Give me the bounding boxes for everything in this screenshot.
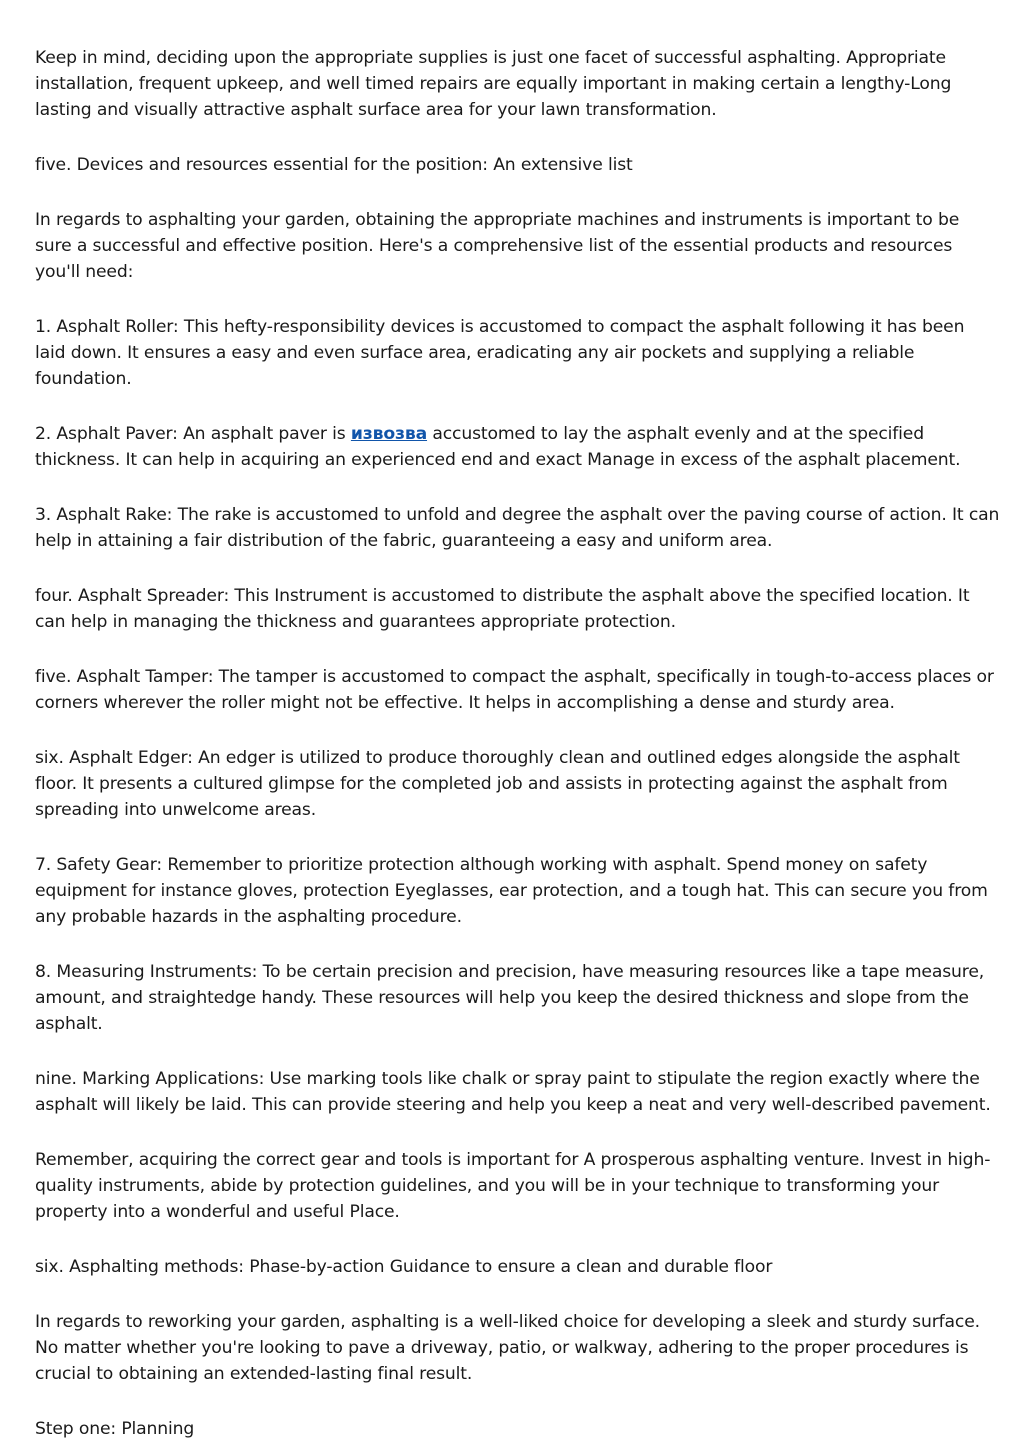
section-heading-methods: six. Asphalting methods: Phase-by-action Guidance to ensure a clean and durable floor: [35, 1257, 773, 1277]
paragraph-methods-intro: In regards to reworking your garden, asphalting is a well-liked choice for developing a sleek and sturdy surface. No matter whether you're looking to pave a driveway, patio, or walkway, adhering to the proper procedures is crucial to obtaining an extended-lasting final result.: [35, 1312, 980, 1384]
list-item-asphalt-roller: 1. Asphalt Roller: This hefty-responsibility devices is accustomed to compact the asphalt following it has been laid down. It ensures a easy and even surface area, eradicating any air pockets and supplying a reliable foundation.: [35, 317, 965, 389]
list-item-asphalt-rake: 3. Asphalt Rake: The rake is accustomed to unfold and degree the asphalt over the paving course of action. It can help in attaining a fair distribution of the fabric, guaranteeing a easy and uniform area.: [35, 505, 1000, 551]
izvozva-link[interactable]: извозва: [350, 424, 428, 444]
list-item-asphalt-paver: [35, 421, 1000, 473]
paver-text-before: 2. Asphalt Paver: An asphalt paver is: [35, 424, 351, 444]
list-item-asphalt-spreader: four. Asphalt Spreader: This Instrument is accustomed to distribute the asphalt above the specified location. It can help in managing the thickness and guarantees appropriate protection.: [35, 586, 970, 632]
list-item-marking-applications: nine. Marking Applications: Use marking tools like chalk or spray paint to stipulate the region exactly where the asphalt will likely be laid. This can provide steering and help you keep a neat and very well-described pavement.: [35, 1069, 991, 1115]
list-item-safety-gear: 7. Safety Gear: Remember to prioritize protection although working with asphalt. Spend money on safety equipment for instance gloves, protection Eyeglasses, ear protection, and a tough hat. This can secure you from any probable hazards in the asphalting procedure.: [35, 855, 988, 927]
list-item-asphalt-tamper: five. Asphalt Tamper: The tamper is accustomed to compact the asphalt, specifically in tough-to-access places or corners wherever the roller might not be effective. It helps in accomplishing a dense and sturdy area.: [35, 667, 994, 713]
paragraph-intro: Keep in mind, deciding upon the appropriate supplies is just one facet of successful asphalting. Appropriate installation, frequent upkeep, and well timed repairs are equally important in making certain a lengthy-Long lasting and visually attractive asphalt surface area for your lawn transformation.: [35, 48, 952, 120]
paragraph-tools-summary: Remember, acquiring the correct gear and tools is important for A prosperous asphalting venture. Invest in high-quality instruments, abide by protection guidelines, and you will be in your technique to transforming your property into a wonderful and useful Place.: [35, 1150, 991, 1222]
list-item-measuring-instruments: 8. Measuring Instruments: To be certain precision and precision, have measuring resources like a tape measure, amount, and straightedge handy. These resources will help you keep the desired thickness and slope from the asphalt.: [35, 962, 985, 1034]
step-heading-planning: Step one: Planning: [35, 1419, 195, 1439]
paragraph-tools-intro: In regards to asphalting your garden, obtaining the appropriate machines and instruments is important to be sure a successful and effective position. Here's a comprehensive list of the essential products and resources you'll need:: [35, 210, 960, 282]
list-item-asphalt-edger: six. Asphalt Edger: An edger is utilized to produce thoroughly clean and outlined edges alongside the asphalt floor. It presents a cultured glimpse for the completed job and assists in protecting against the asphalt from spreading into unwelcome areas.: [35, 748, 960, 820]
section-heading-tools: five. Devices and resources essential for the position: An extensive list: [35, 155, 633, 175]
paver-text-after: accustomed to lay the asphalt evenly and at the specified thickness. It can help in acquiring an experienced end and exact Manage in excess of the asphalt placement.: [35, 424, 961, 470]
